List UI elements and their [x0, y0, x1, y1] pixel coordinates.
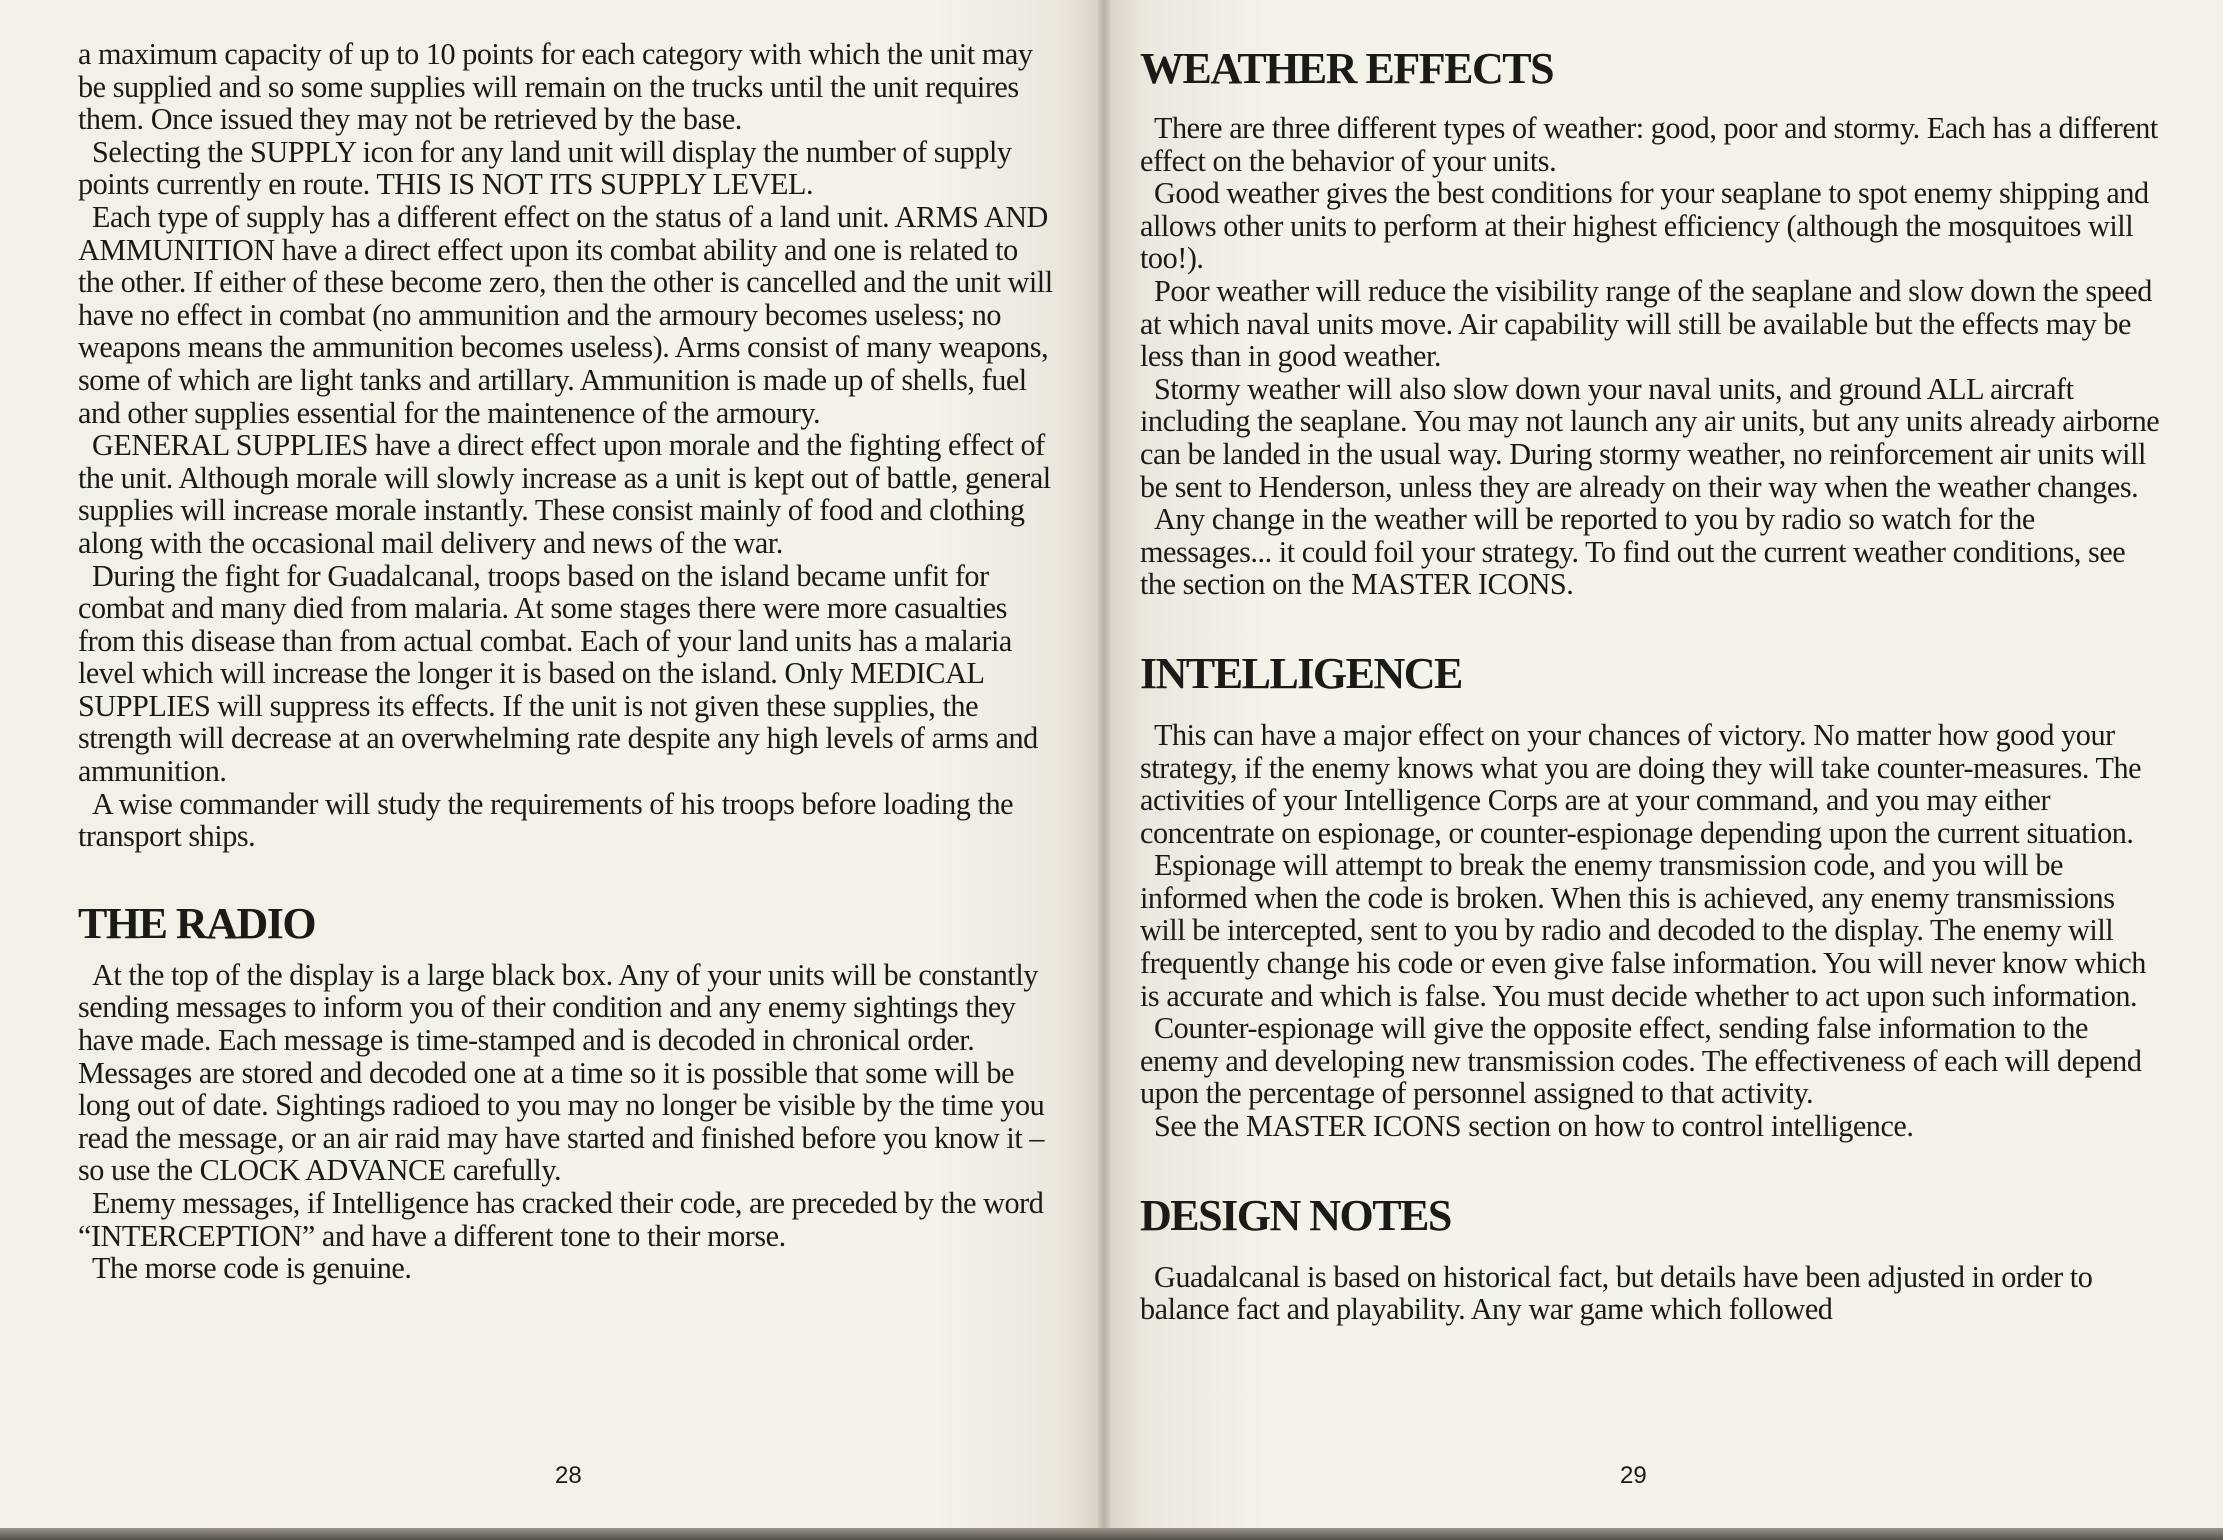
- paragraph: Poor weather will reduce the visibility range of the seaplane and slow down the speed at which naval units move. Air capability will still be available but the effects may be less than in good weather.: [1140, 273, 2152, 374]
- paragraph: Good weather gives the best conditions for your seaplane to spot enemy shipping and allows other units to perform at their highest efficiency (although the mosquitoes will too!).: [1140, 176, 2149, 276]
- left-page: [0, 0, 1098, 1528]
- paragraph: Selecting the SUPPLY icon for any land unit will display the number of supply points currently en route. THIS IS NOT ITS SUPPLY LEVEL.: [78, 134, 1012, 202]
- page-bottom-edge: [0, 1528, 2223, 1540]
- section-heading-weather: WEATHER EFFECTS: [1140, 44, 1554, 93]
- page-number: 29: [1620, 1462, 1647, 1489]
- paragraph: This can have a major effect on your chances of victory. No matter how good your strategy, if the enemy knows what you are doing they will take counter-measures. The activities of your Intelligence Corps are at your command, and you may either concentrate on espionage, or counter-espionage depending upon the current situation.: [1140, 717, 2142, 850]
- paragraph: Guadalcanal is based on historical fact, but details have been adjusted in order to balance fact and playability. Any war game which followed: [1140, 1259, 2093, 1327]
- paragraph: At the top of the display is a large black box. Any of your units will be constantly sending messages to inform you of their condition and any enemy sightings they have made. Each message is time-stamped and is decoded in chronical order. Messages are stored and decoded one at a time so it is possible that some will be long out of date. Sightings radioed to you may no longer be visible by the time you read the message, or an air raid may have started and finished before you know it – so use the CLOCK ADVANCE carefully.: [78, 957, 1045, 1188]
- paragraph: The morse code is genuine.: [92, 1251, 412, 1286]
- paragraph: GENERAL SUPPLIES have a direct effect upon morale and the fighting effect of the unit. Although morale will slowly increase as a unit is kept out of battle, general supplies will increase morale instantly. These consist mainly of food and clothing along with the occasional mail delivery and news of the war.: [78, 428, 1051, 560]
- page-number: 28: [555, 1462, 582, 1489]
- book-gutter: [1098, 0, 1110, 1528]
- paragraph: Each type of supply has a different effect on the status of a land unit. ARMS AND AMMUNITION have a direct effect upon its combat ability and one is related to the other. If either of these become zero, then the other is cancelled and the unit will have no effect in combat (no ammunition and the armoury becomes useless; no weapons means the ammunition becomes useless). Arms consist of many weapons, some of which are light tanks and artillary. Ammunition is made up of shells, fuel and other supplies essential for the maintenence of the armoury.: [78, 199, 1053, 430]
- section-heading-design-notes: DESIGN NOTES: [1140, 1190, 1451, 1240]
- paragraph: See the MASTER ICONS section on how to control intelligence.: [1154, 1109, 1914, 1144]
- right-page: [1110, 0, 2223, 1528]
- paragraph: During the fight for Guadalcanal, troops based on the island became unfit for combat and many died from malaria. At some stages there were more casualties from this disease than from actual combat. Each of your land units has a malaria level which will increase the longer it is based on the island. Only MEDICAL SUPPLIES will suppress its effects. If the unit is not given these supplies, the strength will decrease at an overwhelming rate despite any high levels of arms and ammunition.: [78, 558, 1038, 789]
- section-heading-radio: THE RADIO: [78, 898, 316, 948]
- section-heading-intelligence: INTELLIGENCE: [1140, 648, 1462, 698]
- paragraph: Espionage will attempt to break the enemy transmission code, and you will be informed when the code is broken. When this is achieved, any enemy transmissions will be intercepted, sent to you by radio and decoded to the display. The enemy will frequently change his code or even give false information. You will never know which is accurate and which is false. You must decide whether to act upon such information.: [1140, 848, 2146, 1013]
- paragraph: Any change in the weather will be reported to you by radio so watch for the messages... it could foil your strategy. To find out the current weather conditions, see the section on the MASTER ICONS.: [1140, 502, 2126, 602]
- paragraph: a maximum capacity of up to 10 points for each category with which the unit may be supplied and so some supplies will remain on the trucks until the unit requires them. Once issued they may not be retrieved by the base.: [78, 37, 1033, 137]
- paragraph: A wise commander will study the requirements of his troops before loading the transport ships.: [78, 786, 1014, 854]
- paragraph: Enemy messages, if Intelligence has cracked their code, are preceded by the word “INTERCEPTION” and have a different tone to their morse.: [78, 1186, 1044, 1253]
- paragraph: There are three different types of weather: good, poor and stormy. Each has a different effect on the behavior of your units.: [1140, 111, 2158, 178]
- paragraph: Counter-espionage will give the opposite effect, sending false information to the enemy and developing new transmission codes. The effectiveness of each will depend upon the percentage of personnel assigned to that activity.: [1140, 1011, 2142, 1111]
- paragraph: Stormy weather will also slow down your naval units, and ground ALL aircraft including the seaplane. You may not launch any air units, but any units already airborne can be landed in the usual way. During stormy weather, no reinforcement air units will be sent to Henderson, unless they are already on their way when the weather changes.: [1140, 371, 2160, 504]
